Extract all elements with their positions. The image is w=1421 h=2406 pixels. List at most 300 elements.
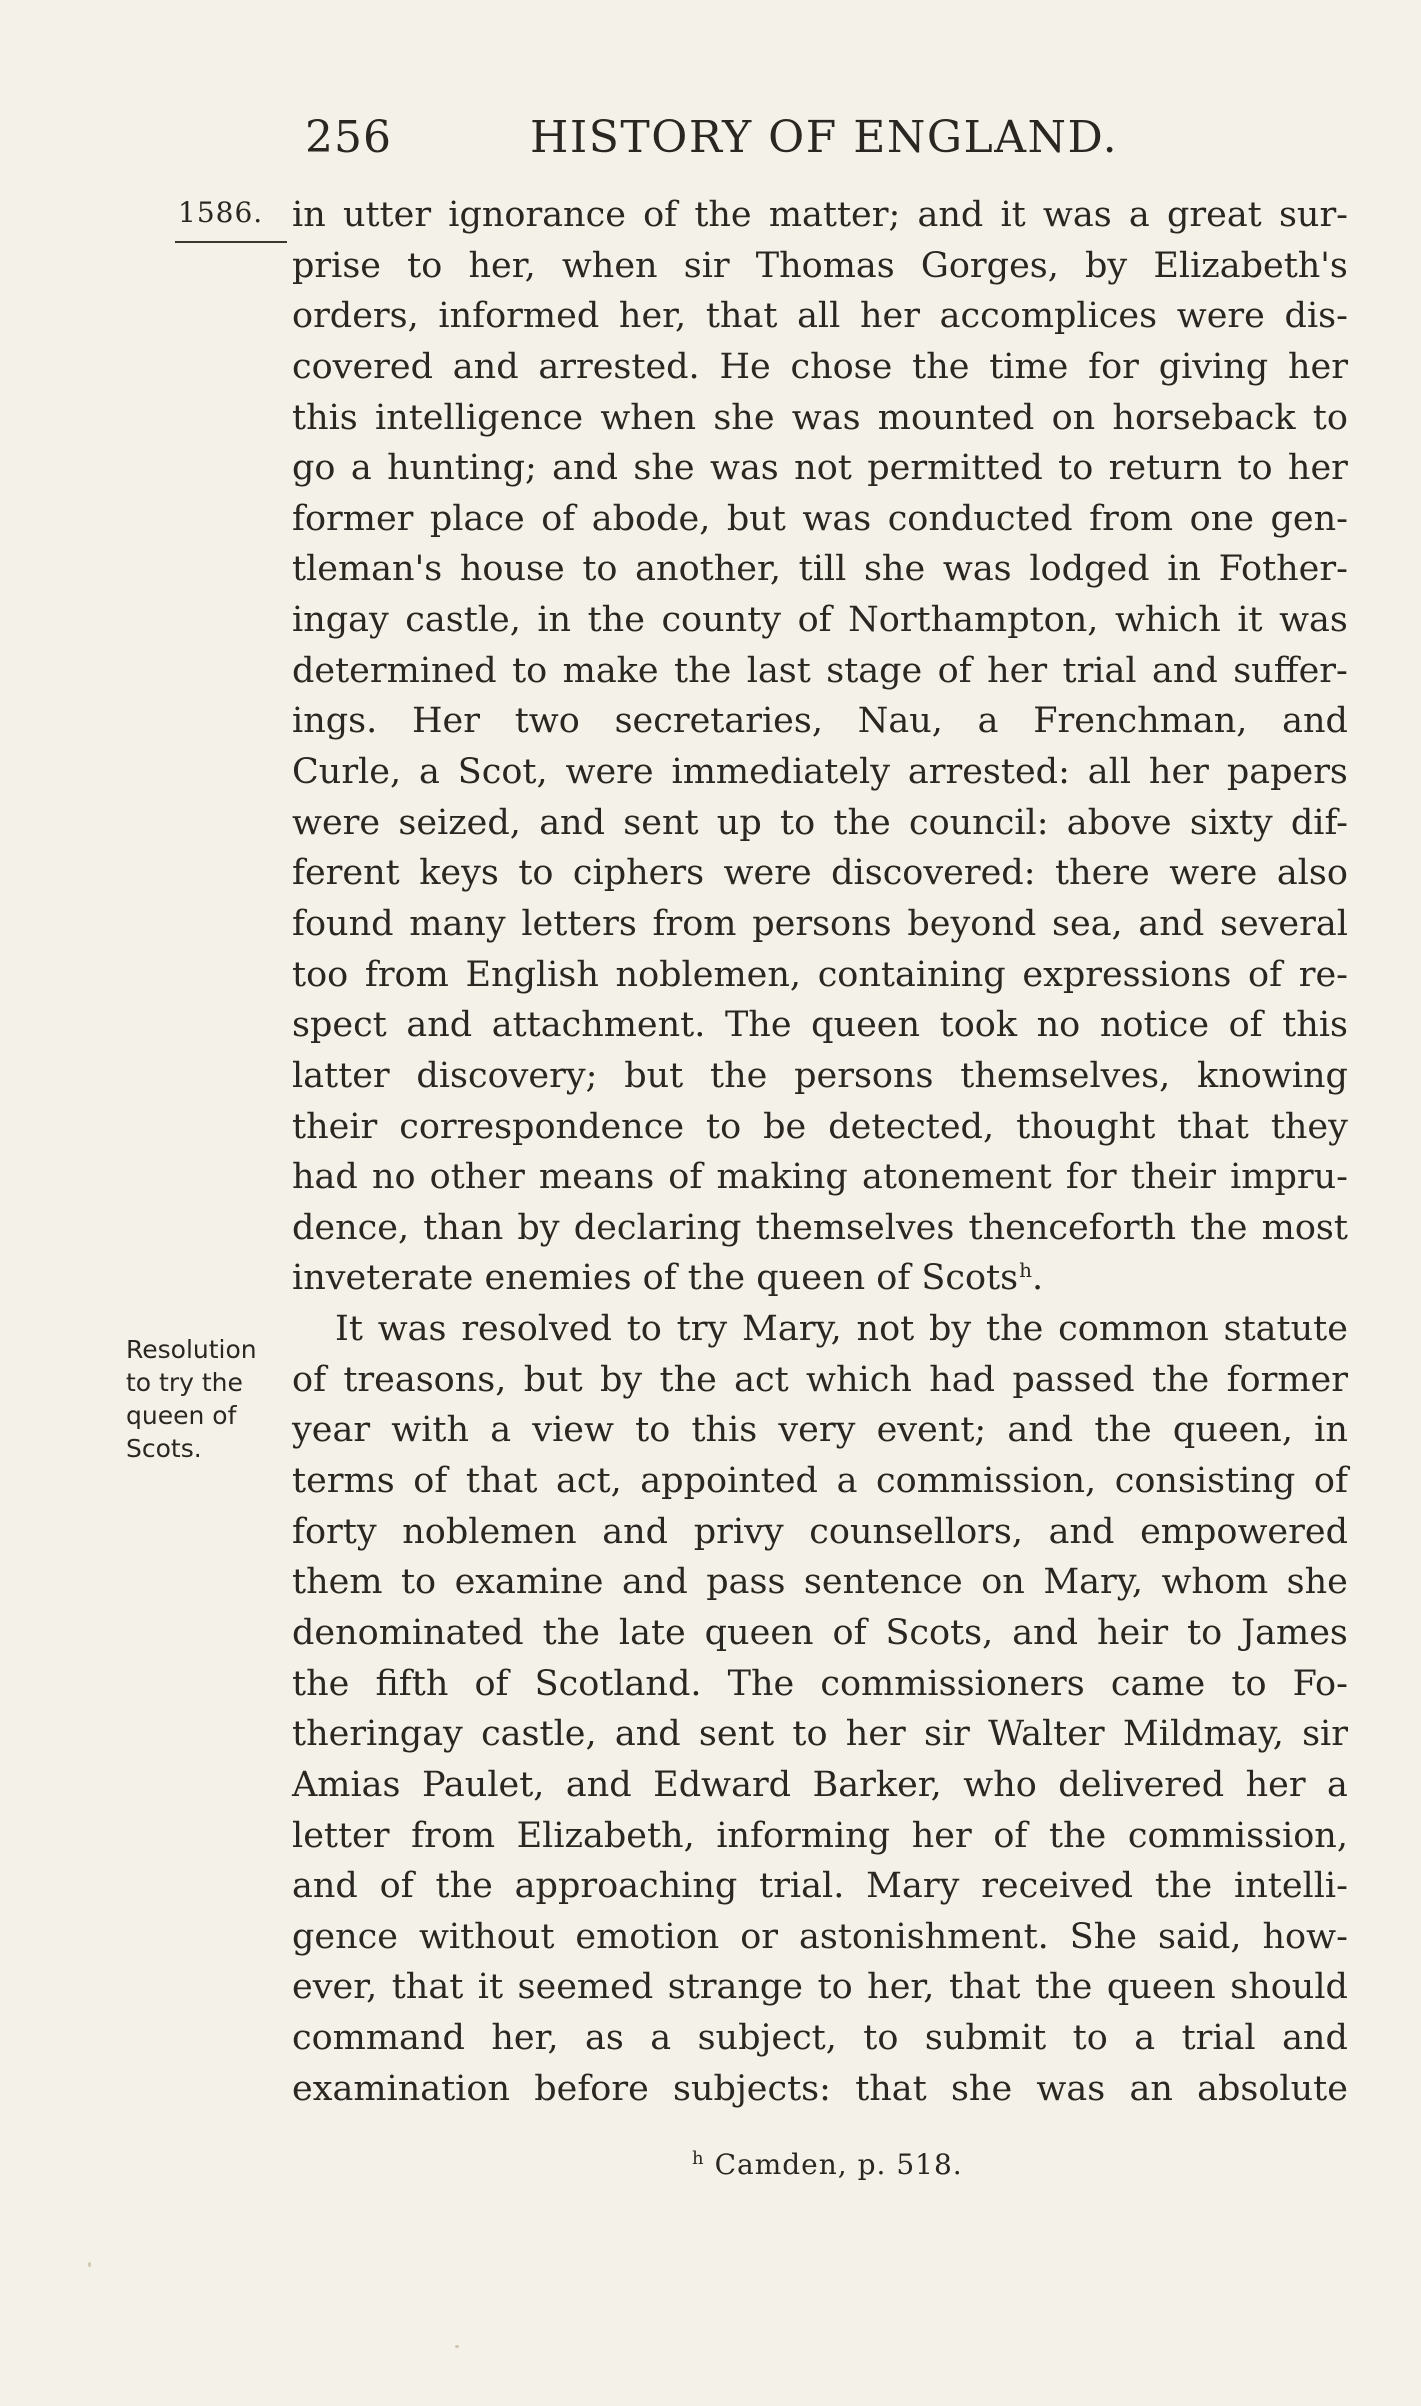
word: was	[942, 549, 1012, 590]
word: be	[763, 1106, 807, 1147]
word: notice	[1099, 1005, 1210, 1046]
word: as	[585, 2018, 624, 2059]
word: the	[659, 1359, 717, 1400]
word: that	[855, 2068, 927, 2109]
footnote-marker: h	[692, 2148, 705, 2169]
word: which	[806, 1359, 912, 1400]
word: her,	[491, 2018, 559, 2059]
word: passed	[1012, 1359, 1135, 1400]
word: sent	[623, 802, 699, 843]
word: place	[429, 498, 525, 539]
text-line	[292, 544, 1348, 595]
text-line	[292, 1912, 1348, 1963]
word: great	[1166, 195, 1262, 235]
word: that	[391, 1967, 464, 2008]
running-title: HISTORY OF ENGLAND.	[530, 112, 1119, 163]
word: she	[863, 549, 926, 590]
word: themselves,	[960, 1055, 1171, 1096]
word: the	[694, 195, 752, 235]
word: but	[523, 1359, 583, 1400]
word: several	[1219, 903, 1348, 944]
word: took	[939, 1005, 1018, 1046]
word: statute	[1223, 1309, 1348, 1350]
word: delivered	[1058, 1764, 1225, 1805]
word: a	[977, 701, 999, 742]
word: her	[845, 1714, 906, 1755]
word: the	[710, 1055, 768, 1096]
text-line	[292, 393, 1348, 444]
text-line	[292, 1811, 1348, 1862]
word: and	[452, 346, 519, 387]
word: Mary	[866, 1866, 960, 1907]
text-line	[292, 747, 1348, 798]
word: expressions	[1022, 954, 1232, 995]
word: persons	[794, 1055, 934, 1096]
word: were	[565, 752, 654, 793]
word: above	[1066, 802, 1172, 843]
text-line	[292, 646, 1348, 697]
word: of	[993, 1815, 1028, 1856]
word: mounted	[877, 397, 1035, 438]
word: county	[661, 600, 782, 641]
word: ciphers	[572, 853, 705, 894]
word: queen	[811, 1005, 921, 1046]
word: gen-	[1270, 498, 1348, 539]
text-line	[292, 1507, 1348, 1558]
word: privy	[693, 1511, 784, 1552]
text-line	[292, 1405, 1348, 1456]
word: ever,	[292, 1967, 378, 2008]
word: in	[537, 600, 572, 641]
word: how-	[1262, 1916, 1348, 1957]
word: no	[1036, 1005, 1081, 1046]
word: castle,	[405, 600, 521, 641]
running-head	[0, 112, 1421, 172]
word: orders,	[292, 296, 419, 337]
word: She	[1069, 1916, 1138, 1957]
word: informed	[438, 296, 600, 337]
word: submit	[924, 2018, 1047, 2059]
word: and	[565, 1764, 632, 1805]
text-line	[292, 1760, 1348, 1811]
word: from	[411, 1815, 496, 1856]
word: that	[948, 1967, 1021, 2008]
word: secretaries,	[614, 701, 823, 742]
text-line	[292, 1253, 1348, 1304]
word: to	[407, 245, 443, 286]
word: seemed	[517, 1967, 654, 2008]
word: command	[292, 2018, 465, 2059]
word: the	[542, 1612, 600, 1653]
word: former	[1226, 1359, 1348, 1400]
word: and	[621, 1562, 688, 1603]
word: discovery;	[416, 1055, 598, 1096]
text-line	[292, 950, 1348, 1001]
word: last	[746, 650, 811, 691]
word: on	[981, 1562, 1025, 1603]
word: strange	[667, 1967, 804, 2008]
word: containing	[817, 954, 1006, 995]
word: when	[561, 245, 658, 286]
word: arrested:	[907, 752, 1070, 793]
side-note-line: queen of	[126, 1401, 237, 1430]
word: former	[292, 498, 414, 539]
word: their	[1130, 1157, 1216, 1198]
word: consisting	[1114, 1461, 1296, 1502]
word: for	[1088, 346, 1139, 387]
word: and	[614, 1714, 681, 1755]
word: the	[1048, 1815, 1107, 1856]
word: the	[674, 650, 732, 691]
word: appointed	[640, 1461, 818, 1502]
text-line	[292, 2013, 1348, 2064]
word: to	[582, 549, 618, 590]
word: the	[833, 802, 891, 843]
text-line	[292, 241, 1348, 292]
text-line	[292, 1304, 1348, 1355]
text-line	[292, 2064, 1348, 2115]
word: was	[1036, 2068, 1106, 2109]
paper-speck	[88, 2262, 91, 2267]
word: an	[1129, 2068, 1173, 2109]
word: a	[1128, 195, 1150, 235]
word: to	[863, 2018, 899, 2059]
text-line	[292, 696, 1348, 747]
word: and	[1151, 650, 1218, 691]
word: pass	[706, 1562, 786, 1603]
word: a	[1134, 2018, 1156, 2059]
text-line	[292, 1456, 1348, 1507]
word: the	[1034, 1967, 1093, 2008]
word: sixty	[1189, 802, 1273, 843]
word: persons	[752, 903, 892, 944]
word: was	[377, 1309, 447, 1350]
word: gence	[292, 1916, 398, 1957]
text-line	[292, 291, 1348, 342]
word: Mary,	[742, 1309, 842, 1350]
side-note-line: Scots.	[126, 1434, 202, 1463]
word: Her	[411, 701, 480, 742]
word: from	[1089, 498, 1174, 539]
word: fifth	[375, 1663, 449, 1704]
word: discovered:	[831, 853, 1036, 894]
word: and	[539, 802, 606, 843]
word: another,	[635, 549, 781, 590]
word: their	[292, 1106, 378, 1147]
word: on	[1051, 397, 1096, 438]
word: not	[856, 1309, 915, 1350]
word: that	[1177, 1106, 1249, 1147]
word: queen,	[1172, 1410, 1293, 1451]
word: before	[534, 2068, 649, 2109]
word: a	[490, 1410, 512, 1451]
word: terms	[292, 1461, 395, 1502]
word: means	[538, 1157, 655, 1198]
text-line	[292, 1861, 1348, 1912]
word: dif-	[1290, 802, 1348, 843]
word: and	[552, 448, 618, 489]
word: suffer-	[1233, 650, 1348, 691]
word: the	[292, 1663, 350, 1704]
word: it	[1237, 600, 1263, 641]
word: of	[643, 195, 678, 235]
word: this	[1282, 1005, 1348, 1046]
word: many	[409, 903, 506, 944]
paper-speck	[455, 2345, 459, 2348]
word: her	[1287, 346, 1348, 387]
word: and	[1282, 701, 1348, 742]
word: horseback	[1112, 397, 1296, 438]
word: by	[600, 1359, 643, 1400]
word: of	[379, 1866, 414, 1907]
word: but	[624, 1055, 684, 1096]
word: sea,	[1052, 903, 1123, 944]
word: themselves	[755, 1207, 955, 1248]
word: denominated	[292, 1612, 524, 1653]
word: absolute	[1197, 2068, 1348, 2109]
word: of	[1248, 954, 1283, 995]
word: and	[1138, 903, 1205, 944]
word: arrested.	[538, 346, 700, 387]
word: and	[602, 1511, 669, 1552]
word: The	[724, 1005, 792, 1046]
word: act	[734, 1359, 789, 1400]
word: queen	[704, 1612, 814, 1653]
word: was	[1279, 600, 1348, 641]
word: empowered	[1140, 1511, 1348, 1552]
word: theringay	[292, 1714, 463, 1755]
word: of	[474, 1663, 509, 1704]
word: council:	[908, 802, 1049, 843]
word: ferent	[292, 853, 400, 894]
word: making	[716, 1157, 848, 1198]
word: whom	[1161, 1562, 1269, 1603]
word: had	[929, 1359, 996, 1400]
word: letter	[292, 1815, 390, 1856]
word: informing	[716, 1815, 891, 1856]
word: Northampton,	[848, 600, 1099, 641]
word: and	[1048, 1511, 1115, 1552]
text-line	[292, 1102, 1348, 1153]
word: trial	[1181, 2018, 1256, 2059]
word: was	[709, 448, 779, 489]
word: should	[1230, 1967, 1348, 2008]
text-line	[292, 1962, 1348, 2013]
word: detected,	[828, 1106, 995, 1147]
word: James	[1241, 1612, 1348, 1653]
word: stage	[826, 650, 923, 691]
word: covered	[292, 346, 434, 387]
text-line	[292, 342, 1348, 393]
text-line	[292, 1608, 1348, 1659]
word: from	[364, 954, 449, 995]
word: other	[429, 1157, 525, 1198]
word: immediately	[671, 752, 890, 793]
word: resolved	[461, 1309, 612, 1350]
text-line	[292, 443, 1348, 494]
word: forty	[292, 1511, 377, 1552]
word: who	[963, 1764, 1037, 1805]
word: counsellors,	[809, 1511, 1023, 1552]
word: the	[986, 1309, 1044, 1350]
text-line	[292, 1152, 1348, 1203]
word: sur-	[1278, 195, 1348, 235]
word: her	[860, 296, 920, 337]
text-line	[292, 798, 1348, 849]
body-text	[292, 190, 1348, 2114]
word: than	[423, 1207, 504, 1248]
word: she	[1286, 1562, 1348, 1603]
text-line	[292, 1659, 1348, 1710]
text-line	[292, 190, 1348, 241]
word: ingay	[292, 600, 389, 641]
word: came	[1110, 1663, 1206, 1704]
word: and	[1007, 1410, 1074, 1451]
word: the	[1190, 1207, 1248, 1248]
word: her	[1148, 752, 1209, 793]
text-line	[292, 899, 1348, 950]
word: Fother-	[1218, 549, 1348, 590]
word: her	[911, 1815, 972, 1856]
word: by	[929, 1309, 972, 1350]
word: of	[937, 650, 972, 691]
word: that	[705, 296, 778, 337]
word: very	[778, 1410, 856, 1451]
word: to	[780, 802, 816, 843]
word: up	[716, 802, 762, 843]
word: her,	[867, 1967, 935, 2008]
word: were	[1176, 296, 1265, 337]
word: astonishment.	[798, 1916, 1049, 1957]
word: not	[794, 448, 852, 489]
word: to	[518, 853, 554, 894]
word: to	[626, 1309, 662, 1350]
word: of	[797, 600, 832, 641]
word: her	[1287, 448, 1348, 489]
word: by	[517, 1207, 560, 1248]
text-line	[292, 595, 1348, 646]
word: of	[832, 1612, 867, 1653]
word: in	[292, 195, 326, 235]
word: atonement	[861, 1157, 1052, 1198]
word: no	[371, 1157, 416, 1198]
word: year	[292, 1410, 371, 1451]
word: tleman's	[292, 549, 443, 590]
word: in	[1167, 549, 1201, 590]
word: permitted	[867, 448, 1043, 489]
word: most	[1261, 1207, 1348, 1248]
word: were	[723, 853, 812, 894]
word: to	[1058, 448, 1094, 489]
footnote-reference: h	[1019, 1258, 1033, 1283]
word: had	[292, 1157, 358, 1198]
word: found	[292, 903, 394, 944]
word: declaring	[573, 1207, 742, 1248]
word: without	[418, 1916, 555, 1957]
text-line	[292, 494, 1348, 545]
word: the	[435, 1866, 493, 1907]
word: late	[618, 1612, 686, 1653]
word: Scots,	[885, 1612, 994, 1653]
line-text: inveterate enemies of the queen of Scots$^h$.	[292, 1258, 1044, 1299]
word: a	[418, 752, 440, 793]
word: Scot,	[457, 752, 548, 793]
word: which	[1114, 600, 1221, 641]
word: Amias	[292, 1764, 401, 1805]
word: when	[600, 397, 697, 438]
word: a	[836, 1461, 858, 1502]
footnote	[692, 2148, 963, 2181]
word: with	[391, 1410, 470, 1451]
word: queen	[1106, 1967, 1216, 2008]
word: Mary,	[1043, 1562, 1143, 1603]
word: go	[292, 448, 336, 489]
word: knowing	[1197, 1055, 1348, 1096]
word: to	[400, 1562, 437, 1603]
word: of	[413, 1461, 448, 1502]
word: said,	[1157, 1916, 1242, 1957]
word: till	[798, 549, 847, 590]
word: by	[1085, 245, 1128, 286]
word: was	[791, 397, 861, 438]
word: to	[1312, 397, 1348, 438]
word: a	[350, 448, 372, 489]
word: intelli-	[1234, 1866, 1348, 1907]
word: she	[713, 397, 775, 438]
word: her	[1245, 1764, 1306, 1805]
word: a	[1327, 1764, 1348, 1805]
word: Fo-	[1292, 1663, 1348, 1704]
word: view	[532, 1410, 614, 1451]
word: of	[1228, 1005, 1263, 1046]
word: ings.	[292, 701, 378, 742]
word: a	[650, 2018, 672, 2059]
word: impru-	[1230, 1157, 1348, 1198]
word: received	[981, 1866, 1134, 1907]
word: also	[1276, 853, 1348, 894]
word: latter	[292, 1055, 390, 1096]
word: papers	[1226, 752, 1348, 793]
word: He	[719, 346, 771, 387]
word: chose	[790, 346, 893, 387]
word: of	[668, 1157, 703, 1198]
word: and	[406, 1005, 473, 1046]
word: from	[652, 903, 737, 944]
word: prise	[292, 245, 382, 286]
word: intelligence	[375, 397, 584, 438]
word: her,	[468, 245, 536, 286]
word: were	[1169, 853, 1258, 894]
word: return	[1108, 448, 1222, 489]
word: letters	[521, 903, 637, 944]
word: to	[512, 650, 548, 691]
word: Scotland.	[534, 1663, 702, 1704]
word: the	[1154, 1866, 1213, 1907]
word: her,	[618, 296, 687, 337]
word: castle,	[481, 1714, 597, 1755]
word: make	[562, 650, 659, 691]
text-line	[292, 1051, 1348, 1102]
word: this	[292, 397, 358, 438]
word: try	[676, 1309, 728, 1350]
word: sent	[698, 1714, 775, 1755]
margin-year: 1586.	[178, 196, 264, 229]
word: Thomas	[755, 245, 895, 286]
word: them	[292, 1562, 383, 1603]
word: English	[465, 954, 599, 995]
word: the	[912, 346, 970, 387]
word: to	[706, 1106, 742, 1147]
